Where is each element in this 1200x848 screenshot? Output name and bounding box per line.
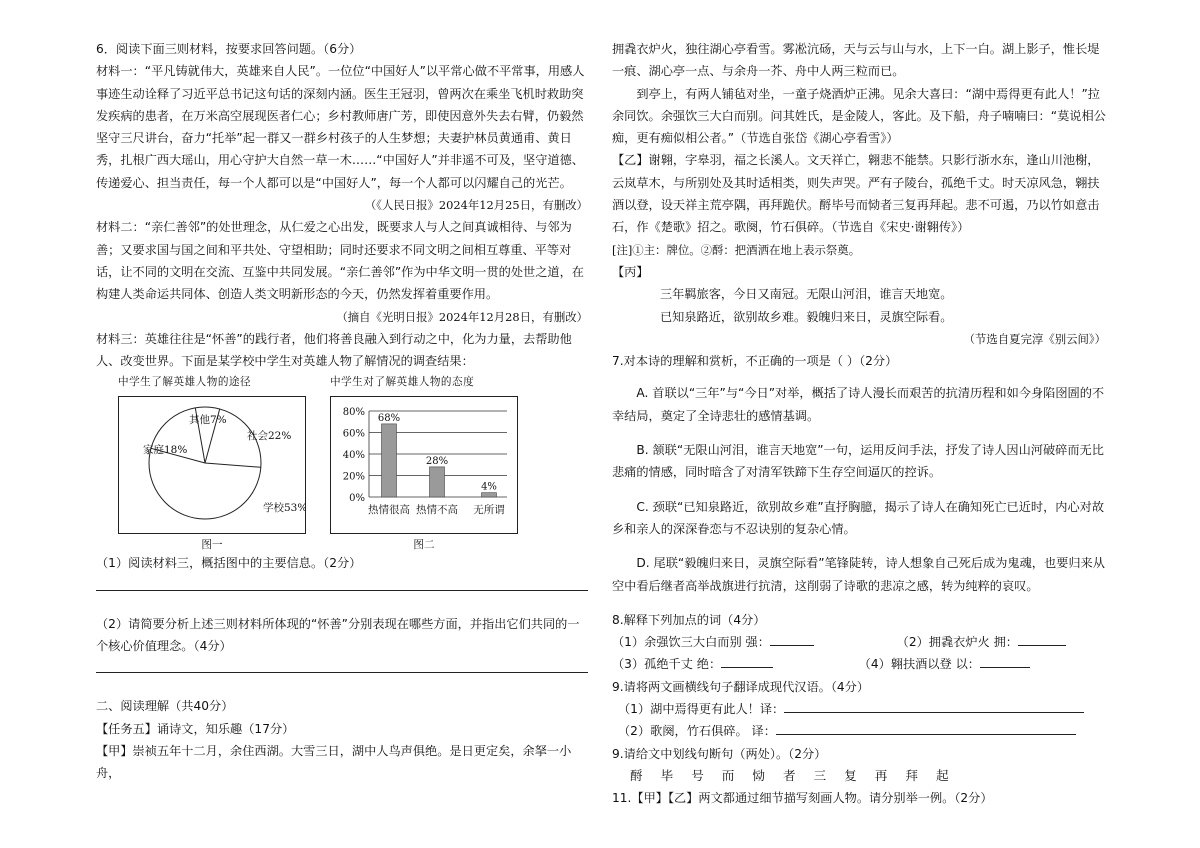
- passage-jia-paragraph-2: 到亭上，有两人铺毡对坐，一童子烧酒炉正沸。见余大喜曰：“湖中焉得更有此人！”拉余同饮。余强饮三大白而别。问其姓氏，是金陵人，客此。及下船，舟子喃喃曰：“莫说相公痴，更有痴似相公者。”（节选自张岱《湖心亭看雪》）: [612, 86, 1106, 146]
- bar-chart-box: [330, 396, 518, 534]
- answer-line-6-2[interactable]: [96, 671, 588, 673]
- material-1: 材料一：“平凡铸就伟大，英雄来自人民”。一位位“中国好人”以平常心做不平常事，用感人事迹生动诠释了习近平总书记这句话的深刻内涵。医生王冠羽，曾两次在乘坐飞机时救助突发疾病的患者，在万米高空展现医者仁心；乡村教师唐广芳，即使因意外失去右臂，仍毅然坚守三尺讲台，奋力“托举”起一群又一群乡村孩子的人生梦想；夫妻护林员黄通甫、黄日秀，扎根广西大瑶山，用心守护大自然一草一木……“中国好人”并非遥不可及，坚守道德、传递爱心、担当责任，每一个人都可以是“中国好人”，每一个人都可以闪耀自己的光芒。: [96, 64, 585, 190]
- material-1-source: （《人民日报》2024年12月25日，有删改）: [364, 198, 588, 213]
- poem-source: （节选自夏完淳《别云间》）: [963, 331, 1106, 346]
- question-9: 9.请将两文画横线句子翻译成现代汉语。（4分）: [612, 679, 870, 694]
- bar-chart: [331, 397, 517, 531]
- bar-chart-title: 中学生对了解英雄人物的态度: [330, 376, 475, 389]
- question-8-item-3: （3）孤绝千丈 绝：: [612, 653, 773, 675]
- pie-slice-label: 其他7%: [189, 414, 227, 427]
- bar-tick-label: 40%: [342, 450, 365, 462]
- passage-bing-label: 【丙】: [612, 264, 649, 279]
- blank-9-2[interactable]: [776, 722, 1076, 735]
- survey-charts: [118, 372, 518, 552]
- question-7: 7.对本诗的理解和赏析，不正确的一项是（ ）（2分）: [612, 354, 898, 369]
- bar-tick-label: 0%: [349, 493, 365, 505]
- option-7c[interactable]: C. 颈联“已知泉路近，欲别故乡难”直抒胸臆，揭示了诗人在确知死亡已近时，内心对故乡和亲人的深深眷恋与不忍诀别的复杂心情。: [612, 499, 1105, 536]
- answer-line-6-1[interactable]: [96, 589, 588, 591]
- option-7d[interactable]: D. 尾联“毅魄归来日，灵旗空际看”笔锋陡转，诗人想象自己死后成为鬼魂，也要归来从空中看后继者高举战旗进行抗清，这削弱了诗歌的悲凉之感，转为纯粹的哀叹。: [612, 556, 1105, 593]
- question-10: 9.请给文中划线句断句（两处）。（2分）: [612, 746, 827, 761]
- pie-chart: [119, 397, 305, 531]
- question-8: 8.解释下列加点的词（4分）: [612, 612, 766, 627]
- bar: [430, 467, 445, 497]
- bar-tick-label: 80%: [342, 407, 365, 419]
- pie-chart-caption: 图一: [201, 539, 223, 552]
- bar-tick-label: 60%: [342, 428, 365, 440]
- blank-8-3[interactable]: [721, 655, 773, 668]
- question-6-1: （1）阅读材料三，概括图中的主要信息。（2分）: [96, 556, 362, 571]
- bar-chart-caption: 图二: [413, 539, 435, 552]
- blank-8-2[interactable]: [1018, 633, 1066, 646]
- blank-8-4[interactable]: [980, 655, 1030, 668]
- question-8-row-2: [612, 653, 1106, 675]
- pie-chart-panel: [118, 372, 306, 552]
- right-column: [612, 38, 1106, 810]
- passage-yi: 【乙】谢翱，字皋羽，福之长溪人。文天祥亡，翱悲不能禁。只影行浙水东，逢山川池榭，云岚草木，与所别处及其时适相类，则失声哭。严有子陵台，孤绝千丈。时天凉风急，翱扶酒以登，设天祥主荒亭隅，再拜跪伏。酹毕号而恸者三复再拜起。悲不可遏，乃以竹如意击石，作《楚歌》招之。歌阕，竹石俱碎。（节选自《宋史·谢翱传》）: [612, 153, 1100, 235]
- section-2-heading: 二、阅读理解（共40分）: [96, 699, 234, 714]
- passage-jia-start: 【甲】崇祯五年十二月，余住西湖。大雪三日，湖中人鸟声俱绝。是日更定矣，余拏一小舟，: [96, 743, 572, 781]
- question-8-item-1: （1）余强饮三大白而别 强：: [612, 631, 814, 653]
- material-3: 材料三：英雄往往是“怀善”的践行者，他们将善良融入到行动之中，化为力量，去帮助他人、改变世界。下面是某学校中学生对英雄人物了解情况的调查结果：: [96, 331, 572, 369]
- left-column: [96, 38, 588, 785]
- question-11: 11.【甲】【乙】两文都通过细节描写刻画人物。请分别举一例。（2分）: [612, 791, 993, 806]
- bar-category-label: 无所谓: [473, 504, 505, 517]
- bar-value-label: 4%: [481, 482, 497, 494]
- option-7a[interactable]: A. 首联以“三年”与“今日”对举，概括了诗人漫长而艰苦的抗清历程和如今身陷囹圄的不幸结局，奠定了全诗悲壮的感情基调。: [612, 386, 1105, 423]
- option-7b[interactable]: B. 颔联“无限山河泪，谁言天地宽”一句，运用反问手法，抒发了诗人因山河破碎而无比悲痛的情感，同时暗含了对清军铁蹄下生存空间逼仄的控诉。: [612, 443, 1104, 480]
- question-9-2: （2）歌阕，竹石俱碎。 译：: [612, 720, 1106, 742]
- sentence-to-punctuate[interactable]: 酹 毕 号 而 恸 者 三 复 再 拜 起: [630, 767, 956, 783]
- pie-chart-box: [118, 396, 306, 534]
- bar-chart-panel: [330, 372, 518, 552]
- bar-category-label: 热情很高: [368, 504, 410, 517]
- bar: [482, 493, 497, 497]
- bar-value-label: 68%: [377, 413, 401, 425]
- question-8-item-4: （4）翱扶酒以登 以：: [859, 653, 1030, 675]
- pie-slice-label: 社会22%: [247, 430, 292, 443]
- material-2-source: （摘自《光明日报》2024年12月28日，有删改）: [336, 309, 588, 324]
- poem-line-2: 已知泉路近，欲别故乡难。毅魄归来日，灵旗空际看。: [660, 309, 953, 324]
- bar: [382, 424, 397, 497]
- pie-chart-title: 中学生了解英雄人物的途径: [118, 376, 252, 389]
- question-6-title: 6．阅读下面三则材料，按要求回答问题。（6分）: [96, 42, 362, 56]
- question-9-1: （1）湖中焉得更有此人！译：: [612, 698, 1106, 720]
- task-5-heading: 【任务五】诵诗文，知乐趣（17分）: [96, 721, 295, 736]
- bar-value-label: 28%: [425, 456, 449, 468]
- bar-tick-label: 20%: [342, 471, 365, 483]
- blank-9-1[interactable]: [784, 700, 1084, 713]
- poem-line-1: 三年羁旅客，今日又南冠。无限山河泪，谁言天地宽。: [660, 287, 953, 302]
- pie-slice-label: 家庭18%: [143, 444, 188, 457]
- bar-category-label: 热情不高: [416, 504, 458, 517]
- passage-jia-continued: 拥毳衣炉火，独往湖心亭看雪。雾凇沆砀，天与云与山与水，上下一白。湖上影子，惟长堤一痕、湖心亭一点、与余舟一芥、舟中人两三粒而已。: [612, 42, 1100, 79]
- pie-slice-label: 学校53%: [263, 502, 305, 515]
- passage-yi-note: [注]①主：牌位。②酹：把酒洒在地上表示祭奠。: [612, 242, 861, 257]
- blank-8-1[interactable]: [770, 633, 814, 646]
- question-6-2: （2）请简要分析上述三则材料所体现的“怀善”分别表现在哪些方面，并指出它们共同的一个核心价值理念。（4分）: [96, 616, 580, 654]
- question-8-item-2: （2）拥毳衣炉火 拥：: [897, 631, 1066, 653]
- material-2: 材料二：“亲仁善邻”的处世理念，从仁爱之心出发，既要求人与人之间真诚相待、与邻为善；又要求国与国之间和平共处、守望相助；同时还要求不同文明之间相互尊重、平等对话，让不同的文明在交流、互鉴中共同发展。“亲仁善邻”作为中华文明一贯的处世之道，在构建人类命运共同体、创造人类文明新形态的今天，仍然发挥着重要作用。: [96, 220, 584, 302]
- question-8-row-1: [612, 631, 1106, 653]
